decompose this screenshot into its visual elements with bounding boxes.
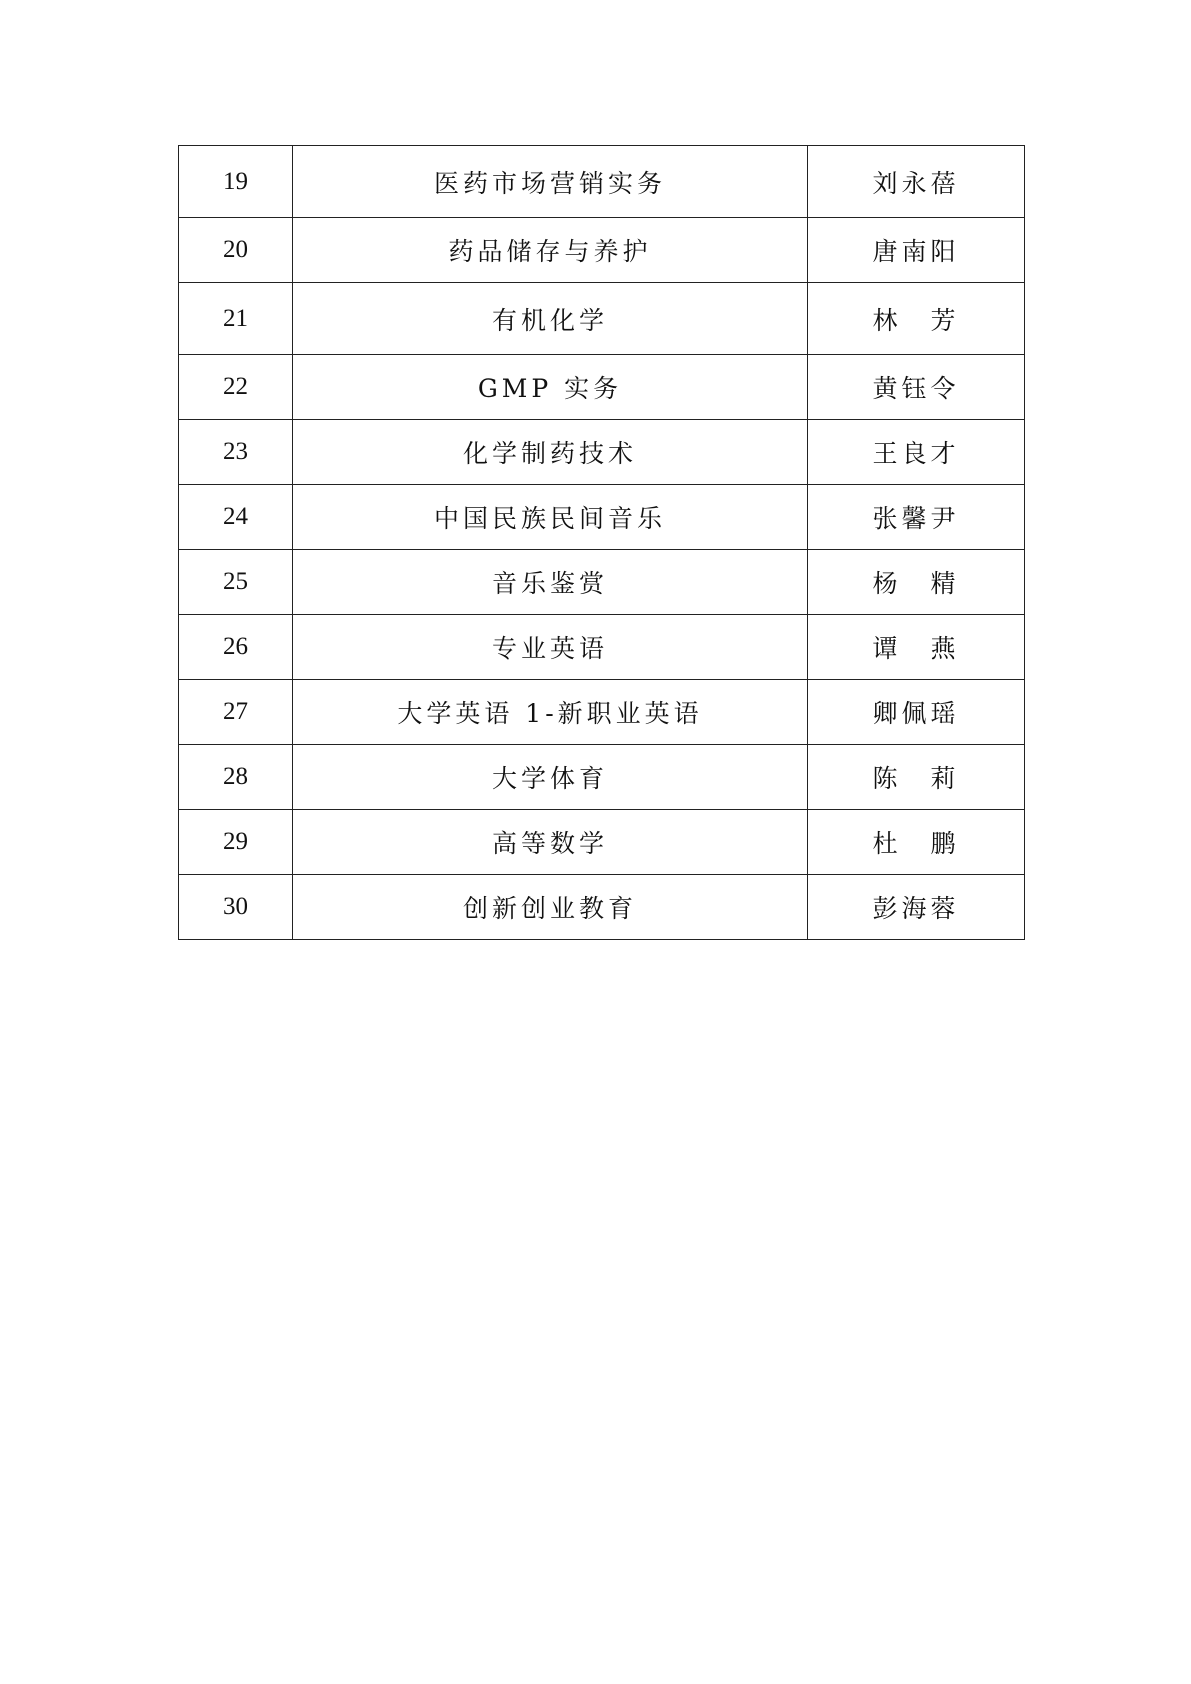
table-row	[179, 875, 1025, 940]
course-name: 音乐鉴赏	[293, 550, 808, 615]
teacher-name: 杜 鹏	[808, 810, 1025, 875]
table-row	[179, 810, 1025, 875]
table-row	[179, 355, 1025, 420]
row-number: 21	[179, 283, 293, 355]
course-name: 化学制药技术	[293, 420, 808, 485]
row-number: 19	[179, 146, 293, 218]
course-name: GMP 实务	[293, 355, 808, 420]
teacher-name: 彭海蓉	[808, 875, 1025, 940]
table-row	[179, 420, 1025, 485]
course-name: 医药市场营销实务	[293, 146, 808, 218]
teacher-name: 谭 燕	[808, 615, 1025, 680]
table-row	[179, 485, 1025, 550]
row-number: 26	[179, 615, 293, 680]
table-row	[179, 680, 1025, 745]
course-name: 有机化学	[293, 283, 808, 355]
course-name: 高等数学	[293, 810, 808, 875]
row-number: 28	[179, 745, 293, 810]
teacher-name: 张馨尹	[808, 485, 1025, 550]
teacher-name: 杨 精	[808, 550, 1025, 615]
course-table	[178, 145, 1025, 940]
course-name: 大学英语 1-新职业英语	[293, 680, 808, 745]
row-number: 20	[179, 218, 293, 283]
teacher-name: 陈 莉	[808, 745, 1025, 810]
course-name: 创新创业教育	[293, 875, 808, 940]
table-row	[179, 550, 1025, 615]
table-row	[179, 283, 1025, 355]
course-name: 专业英语	[293, 615, 808, 680]
row-number: 27	[179, 680, 293, 745]
course-name: 中国民族民间音乐	[293, 485, 808, 550]
teacher-name: 卿佩瑶	[808, 680, 1025, 745]
row-number: 30	[179, 875, 293, 940]
teacher-name: 刘永蓓	[808, 146, 1025, 218]
table-row	[179, 146, 1025, 218]
teacher-name: 黄钰令	[808, 355, 1025, 420]
row-number: 24	[179, 485, 293, 550]
row-number: 23	[179, 420, 293, 485]
row-number: 29	[179, 810, 293, 875]
row-number: 25	[179, 550, 293, 615]
course-name: 药品储存与养护	[293, 218, 808, 283]
row-number: 22	[179, 355, 293, 420]
teacher-name: 唐南阳	[808, 218, 1025, 283]
teacher-name: 林 芳	[808, 283, 1025, 355]
table-row	[179, 218, 1025, 283]
course-name: 大学体育	[293, 745, 808, 810]
table-row	[179, 745, 1025, 810]
table-row	[179, 615, 1025, 680]
teacher-name: 王良才	[808, 420, 1025, 485]
